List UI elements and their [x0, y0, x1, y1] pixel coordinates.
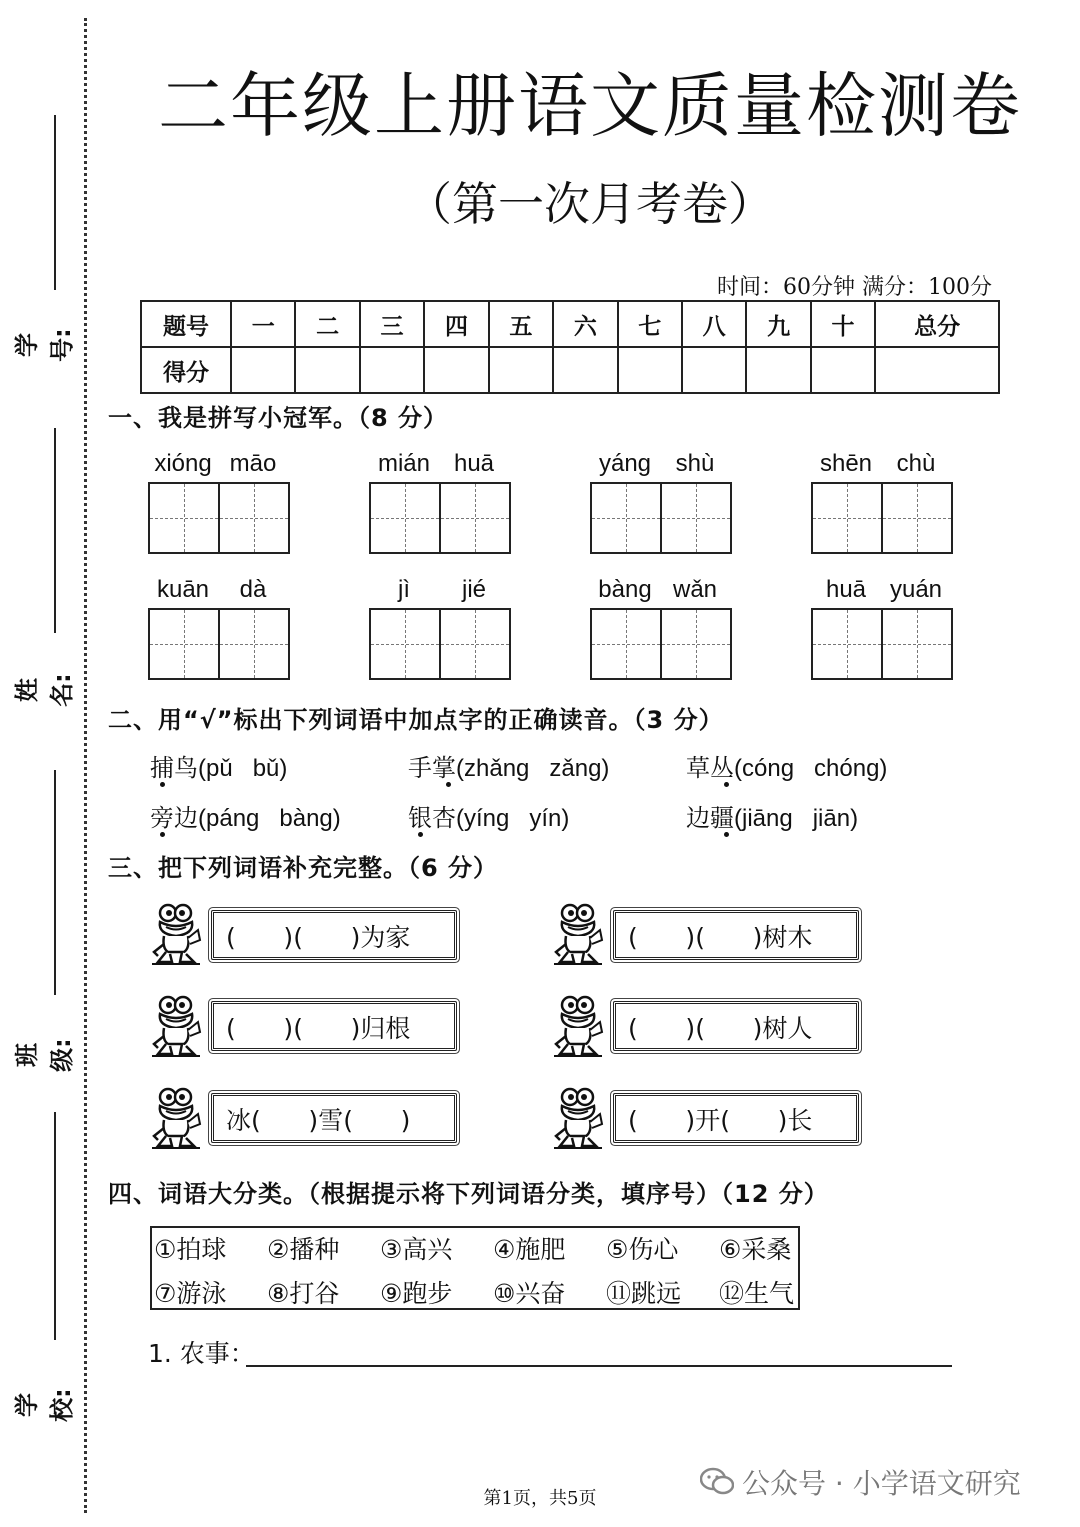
reading-item — [150, 748, 287, 783]
score-blank[interactable] — [424, 347, 488, 393]
frog-icon — [150, 1084, 202, 1150]
word-bank — [150, 1226, 800, 1310]
word-option: ⑧打谷 — [267, 1279, 340, 1308]
student-no-line — [54, 115, 56, 290]
pinyin-syllable: shēn — [819, 450, 873, 477]
idiom-blank-box[interactable]: ( )( )树木 — [613, 910, 859, 960]
reading-options[interactable]: (jiāng jiān) — [734, 805, 859, 832]
question-1-label: 1. 农事： — [148, 1339, 255, 1368]
word-option: ②播种 — [267, 1235, 340, 1264]
emphasis-dot — [724, 832, 729, 837]
reading-word: 银杏 — [408, 804, 456, 832]
pinyin-syllable: wǎn — [672, 576, 718, 603]
reading-options[interactable]: (yíng yín) — [456, 805, 570, 832]
word-option: ⑥采桑 — [719, 1235, 792, 1264]
name-label: 姓名: — [13, 673, 76, 707]
reading-word: 捕鸟 — [150, 754, 198, 782]
emphasis-dot — [160, 782, 165, 787]
idiom-blank-box[interactable]: ( )( )归根 — [211, 1001, 457, 1051]
score-blank[interactable] — [295, 347, 359, 393]
emphasis-dot — [160, 832, 165, 837]
pinyin-syllable: māo — [229, 450, 277, 477]
frog-icon — [552, 1084, 604, 1150]
pinyin-syllable: xióng — [154, 450, 212, 477]
reading-item — [686, 748, 887, 783]
tianzige-cell[interactable] — [218, 482, 290, 554]
frog-icon — [150, 900, 202, 966]
score-blank[interactable] — [489, 347, 553, 393]
pinyin-syllable: dà — [239, 576, 267, 603]
reading-options[interactable]: (cóng chóng) — [734, 755, 888, 782]
score-blank[interactable] — [553, 347, 617, 393]
reading-item — [408, 798, 569, 833]
pinyin-syllable: huā — [453, 450, 495, 477]
binding-dotted-line — [84, 18, 87, 1513]
frog-icon — [552, 992, 604, 1058]
score-table-header-row — [141, 301, 999, 347]
section3-heading: 三、把下列词语补充完整。（6 分） — [108, 854, 499, 882]
tianzige-cell[interactable] — [881, 482, 953, 554]
score-cell: 四 — [424, 301, 488, 347]
tianzige-cell[interactable] — [590, 608, 662, 680]
word-option: ⑫生气 — [719, 1279, 795, 1308]
reading-item — [150, 798, 341, 833]
frog-icon — [552, 900, 604, 966]
section4-heading: 四、词语大分类。（根据提示将下列词语分类，填序号）（12 分） — [108, 1180, 829, 1208]
score-blank[interactable] — [875, 347, 999, 393]
score-cell: 九 — [746, 301, 810, 347]
score-cell: 二 — [295, 301, 359, 347]
reading-word: 边疆 — [686, 804, 734, 832]
pinyin-syllable: mián — [377, 450, 431, 477]
name-line — [54, 428, 56, 633]
class-line — [54, 770, 56, 995]
reading-options[interactable]: (zhǎng zǎng) — [456, 755, 610, 782]
idiom-blank-box[interactable]: 冰( )雪( ) — [211, 1093, 457, 1143]
pinyin-syllable: bàng — [598, 576, 652, 603]
watermark — [700, 1462, 1021, 1502]
class-label: 班级: — [13, 1038, 76, 1072]
word-option: ③高兴 — [380, 1235, 453, 1264]
page-subtitle: （第一次月考卷） — [406, 177, 774, 231]
idiom-blank-box[interactable]: ( )( )树人 — [613, 1001, 859, 1051]
tianzige-cell[interactable] — [811, 482, 883, 554]
student-no-label: 学号: — [13, 328, 76, 362]
exam-info: 时间：60分钟 满分：100分 — [717, 275, 992, 300]
pinyin-syllable: kuān — [156, 576, 210, 603]
tianzige-cell[interactable] — [660, 482, 732, 554]
score-blank[interactable] — [618, 347, 682, 393]
idiom-blank-box[interactable]: ( )( )为家 — [211, 910, 457, 960]
score-cell: 五 — [489, 301, 553, 347]
score-cell: 总分 — [875, 301, 999, 347]
score-cell: 十 — [811, 301, 875, 347]
tianzige-cell[interactable] — [590, 482, 662, 554]
page-title: 二年级上册语文质量检测卷 — [158, 65, 1022, 147]
score-cell: 题号 — [141, 301, 231, 347]
score-row-label: 得分 — [141, 347, 231, 393]
emphasis-dot — [418, 832, 423, 837]
tianzige-cell[interactable] — [148, 608, 220, 680]
score-blank[interactable] — [811, 347, 875, 393]
emphasis-dot — [724, 782, 729, 787]
pinyin-syllable: huā — [825, 576, 867, 603]
word-option: ⑪跳远 — [606, 1279, 682, 1308]
score-table-score-row — [141, 347, 999, 393]
pinyin-syllable: yáng — [598, 450, 652, 477]
reading-word: 草丛 — [686, 754, 734, 782]
score-cell: 一 — [231, 301, 295, 347]
tianzige-cell[interactable] — [811, 608, 883, 680]
tianzige-cell[interactable] — [439, 608, 511, 680]
word-option: ⑤伤心 — [606, 1235, 679, 1264]
pinyin-syllable: shù — [675, 450, 715, 477]
score-blank[interactable] — [231, 347, 295, 393]
page-number: 第1页，共5页 — [483, 1488, 597, 1509]
reading-item — [686, 798, 858, 833]
pinyin-syllable: jì — [398, 576, 410, 603]
pinyin-syllable: jié — [461, 576, 486, 603]
score-blank[interactable] — [682, 347, 746, 393]
idiom-blank-box[interactable]: ( )开( )长 — [613, 1093, 859, 1143]
score-table — [140, 300, 1000, 394]
score-blank[interactable] — [746, 347, 810, 393]
reading-options[interactable]: (páng bàng) — [198, 805, 341, 832]
tianzige-cell[interactable] — [218, 608, 290, 680]
word-option: ⑩兴奋 — [493, 1279, 566, 1308]
tianzige-cell[interactable] — [881, 608, 953, 680]
word-option: ⑦游泳 — [154, 1279, 227, 1308]
watermark-text: 公众号 · 小学语文研究 — [742, 1467, 1021, 1500]
reading-word: 旁边 — [150, 804, 198, 832]
tianzige-cell[interactable] — [660, 608, 732, 680]
school-line — [54, 1112, 56, 1340]
score-cell: 三 — [360, 301, 424, 347]
score-cell: 六 — [553, 301, 617, 347]
reading-item — [408, 748, 609, 783]
tianzige-cell[interactable] — [369, 608, 441, 680]
frog-icon — [150, 992, 202, 1058]
school-label: 学校: — [13, 1388, 76, 1422]
tianzige-cell[interactable] — [439, 482, 511, 554]
wechat-icon — [700, 1467, 734, 1497]
emphasis-dot — [446, 782, 451, 787]
tianzige-cell[interactable] — [148, 482, 220, 554]
answer-line[interactable] — [246, 1365, 952, 1367]
section2-heading: 二、用“√”标出下列词语中加点字的正确读音。（3 分） — [108, 706, 724, 734]
pinyin-syllable: chù — [896, 450, 936, 477]
score-cell: 八 — [682, 301, 746, 347]
reading-options[interactable]: (pǔ bǔ) — [198, 755, 288, 782]
score-blank[interactable] — [360, 347, 424, 393]
reading-word: 手掌 — [408, 754, 456, 782]
section1-heading: 一、我是拼写小冠军。（8 分） — [108, 404, 449, 432]
word-option: ⑨跑步 — [380, 1279, 453, 1308]
word-option: ①拍球 — [154, 1235, 227, 1264]
pinyin-syllable: yuán — [889, 576, 943, 603]
word-option: ④施肥 — [493, 1235, 566, 1264]
tianzige-cell[interactable] — [369, 482, 441, 554]
score-cell: 七 — [618, 301, 682, 347]
